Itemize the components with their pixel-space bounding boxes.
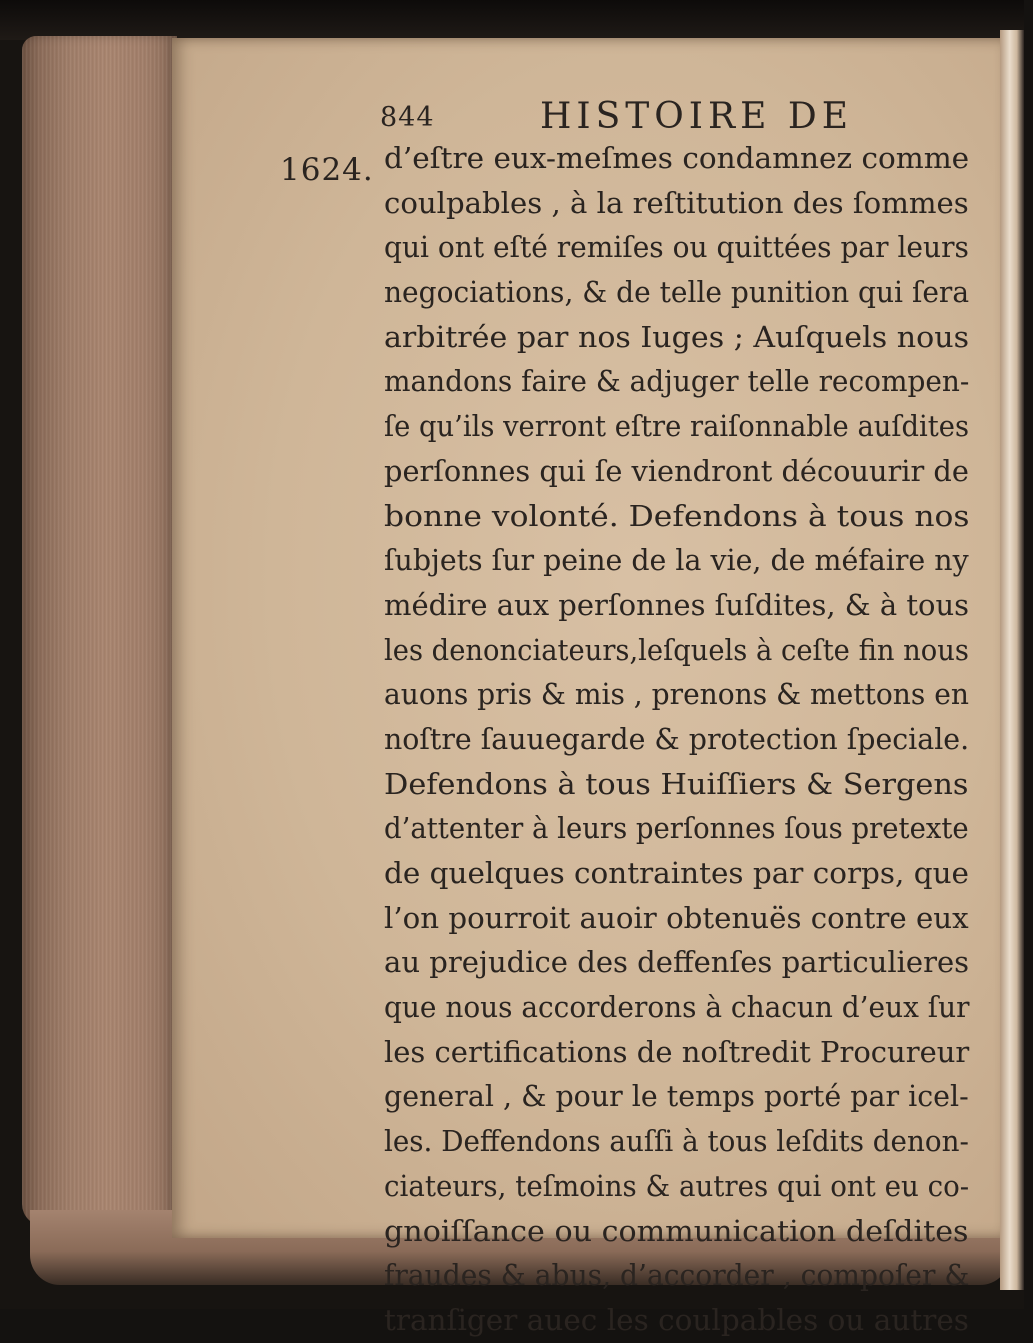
text-line: ſubjets ſur peine de la vie, de méfaire ny (384, 543, 969, 578)
text-line: Defendons à tous Huiſſiers & Sergens (384, 766, 969, 801)
text-line: qui ont eſté remiſes ou quittées par leurs (384, 230, 969, 265)
text-line: tranſiger auec les coulpables ou autres (384, 1302, 969, 1337)
text-line: arbitrée par nos Iuges ; Auſquels nous (384, 319, 969, 354)
text-line: ſe qu’ils verront eſtre raiſonnable auſdites (384, 409, 970, 444)
running-title: HISTOIRE DE (540, 96, 853, 137)
text-line: bonne volonté. Defendons à tous nos (384, 498, 970, 533)
text-line: coulpables , à la reſtitution des ſommes (384, 185, 969, 220)
text-line: perſonnes qui ſe viendront découurir de (384, 453, 969, 488)
body-text (384, 136, 984, 1343)
text-line: de quelques contraintes par corps, que (384, 856, 969, 890)
text-line: l’on pourroit auoir obtenuës contre eux (384, 900, 969, 935)
page-number: 844 (380, 102, 435, 133)
text-line: les certifications de noſtredit Procureur (384, 1034, 970, 1069)
book-fore-edge (22, 36, 177, 1226)
text-line: mandons faire & adjuger telle recompen- (384, 364, 970, 399)
text-line: general , & pour le temps porté par icel- (384, 1079, 969, 1114)
text-line: ciateurs, teſmoins & autres qui ont eu co- (384, 1168, 970, 1203)
text-line: les. Deffendons auſſi à tous leſdits denon- (384, 1124, 969, 1159)
text-line: médire aux perſonnes ſuſdites, & à tous (384, 587, 970, 622)
text-line: fraudes & abus, d’accorder , compoſer & (384, 1258, 970, 1293)
text-line: noſtre ſauuegarde & protection ſpeciale. (384, 721, 970, 756)
background-shadow (0, 0, 1024, 40)
text-line: que nous accorderons à chacun d’eux ſur (384, 990, 970, 1025)
text-line: d’eſtre eux-meſmes condamnez comme (384, 141, 970, 175)
text-line: au prejudice des deffenſes particulieres (384, 945, 970, 980)
text-line: d’attenter à leurs perſonnes ſous pretexte (384, 811, 969, 846)
text-line: negociations, & de telle punition qui ſera (384, 275, 970, 310)
text-line: gnoiſſance ou communication deſdites (384, 1213, 969, 1248)
text-line: les denonciateurs,leſquels à ceſte fin nous (384, 632, 969, 667)
facing-page-edge (1000, 30, 1024, 1290)
margin-year: 1624. (280, 152, 374, 188)
text-line: auons pris & mis , prenons & mettons en (384, 677, 969, 712)
